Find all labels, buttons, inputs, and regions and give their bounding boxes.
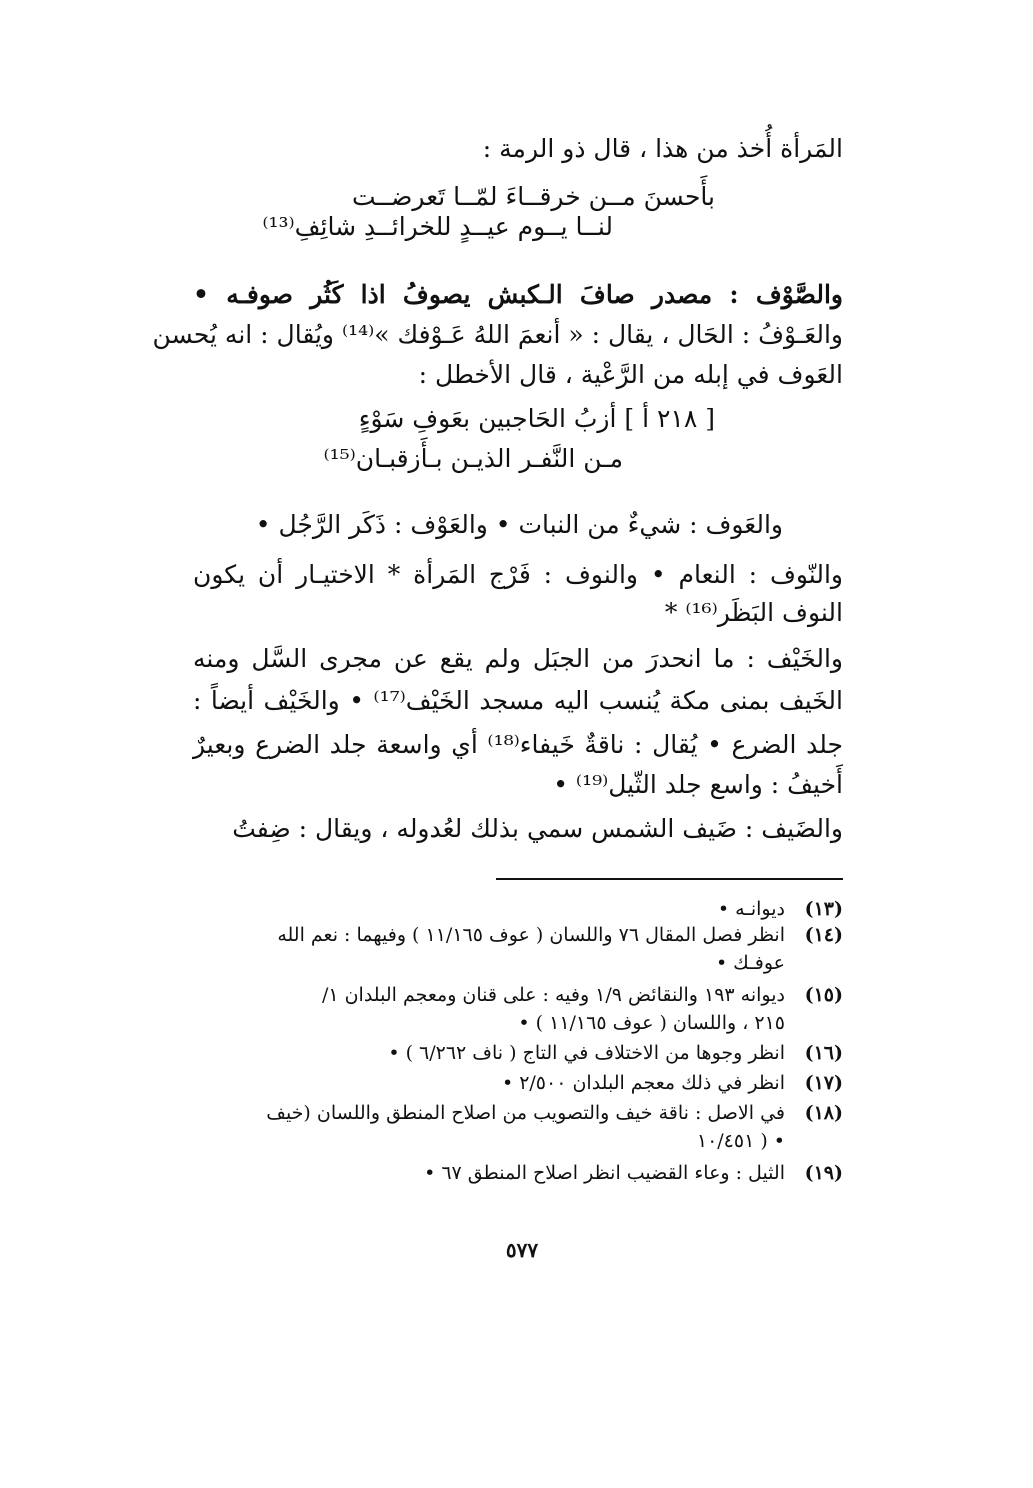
body-line-16: والضَيف : ضَيف الشمس سمي بذلك لعُدوله ، ويقال : ضِفتُ [232, 814, 843, 843]
footnote-number: (١٦) [804, 1042, 843, 1064]
footnote-text-continued: ١٠/٤٥١ ) • [696, 1130, 785, 1152]
footnote-separator [496, 878, 843, 880]
footnote-text: انظر وجوها من الاختلاف في التاج ( ناف ٦/٢٦٢ ) • [388, 1042, 785, 1064]
body-line-14: جلد الضرع • يُقال : ناقةٌ خَيفاء⁽¹⁸⁾ أي واسعة جلد الضرع وبعيرٌ [193, 730, 843, 759]
footnote-text-continued: عوفـك • [715, 952, 785, 974]
body-line-13: الخَيف بمنى مكة يُنسب اليه مسجد الخَيْف⁽¹⁷⁾ • والخَيْف أيضاً : [193, 686, 843, 715]
body-line-11: النوف البَظَر⁽¹⁶⁾ * [664, 598, 843, 627]
page-number: ٥٧٧ [505, 1238, 539, 1262]
body-line-6: العَوف في إبله من الرَّعْية ، قال الأخطل : [418, 360, 843, 389]
body-line-9: والعَوف : شيءٌ من النبات • والعَوْف : ذَكَر الرَّجُل • [255, 510, 783, 539]
footnote-text-continued: ٢١٥ ، واللسان ( عوف ١١/١٦٥ ) • [518, 1012, 785, 1034]
body-line-15: أَخيفُ : واسع جلد الثّيل⁽¹⁹⁾ • [553, 770, 843, 799]
footnote-text: انظر في ذلك معجم البلدان ٢/٥٠٠ • [501, 1072, 785, 1094]
verse-line-2: لنــا يــوم عيــدٍ للخرائــدِ شائِفِ⁽¹³⁾ [262, 212, 613, 241]
verse-line-3: [ ٢١٨ أ ] أزبُ الحَاجبين بعَوفِ سَوْءٍ [358, 404, 715, 433]
footnote-text: في الاصل : ناقة خيف والتصويب من اصلاح المنطق واللسان (خيف [266, 1102, 785, 1124]
footnote-number: (١٩) [804, 1162, 843, 1184]
body-line-5: والعَـوْفُ : الحَال ، يقال : « أنعمَ اللهُ عَـوْفك »⁽¹⁴⁾ ويُقال : انه يُحسن [152, 320, 843, 349]
verse-line-1: بأَحسنَ مــن خرقــاءَ لمّــا تَعرضــت [351, 182, 715, 211]
body-line-10: والنّوف : النعام • والنوف : فَرْج المَرأة * الاختيـار أن يكون [193, 560, 843, 589]
body-line-1: المَرأة أُخذ من هذا ، قال ذو الرمة : [482, 134, 843, 163]
verse-line-4: مـن النَّفـر الذيـن بـأَزقبـان⁽¹⁵⁾ [323, 444, 623, 473]
footnote-text: الثيل : وعاء القضيب انظر اصلاح المنطق ٦٧ • [424, 1162, 785, 1184]
footnote-text: ديوانه ١٩٣ والنقائض ١/٩ وفيه : على قنان ومعجم البلدان ١/ [321, 984, 785, 1006]
footnote-number: (١٥) [804, 984, 843, 1006]
footnote-number: (١٧) [804, 1072, 843, 1094]
footnote-text: انظر فصل المقال ٧٦ واللسان ( عوف ١١/١٦٥ ) وفيهما : نعم الله [277, 924, 785, 946]
footnote-number: (١٣) [804, 898, 843, 920]
body-line-12: والخَيْف : ما انحدرَ من الجبَل ولم يقع عن مجرى السَّل ومنه [193, 644, 843, 673]
footnote-number: (١٨) [804, 1102, 843, 1124]
footnote-number: (١٤) [804, 924, 843, 946]
footnote-text: ديوانـه • [717, 898, 785, 920]
body-line-4: والصَّوْف : مصدر صافَ الـكبش يصوفُ اذا كَثُر صوفـه • [193, 280, 843, 309]
